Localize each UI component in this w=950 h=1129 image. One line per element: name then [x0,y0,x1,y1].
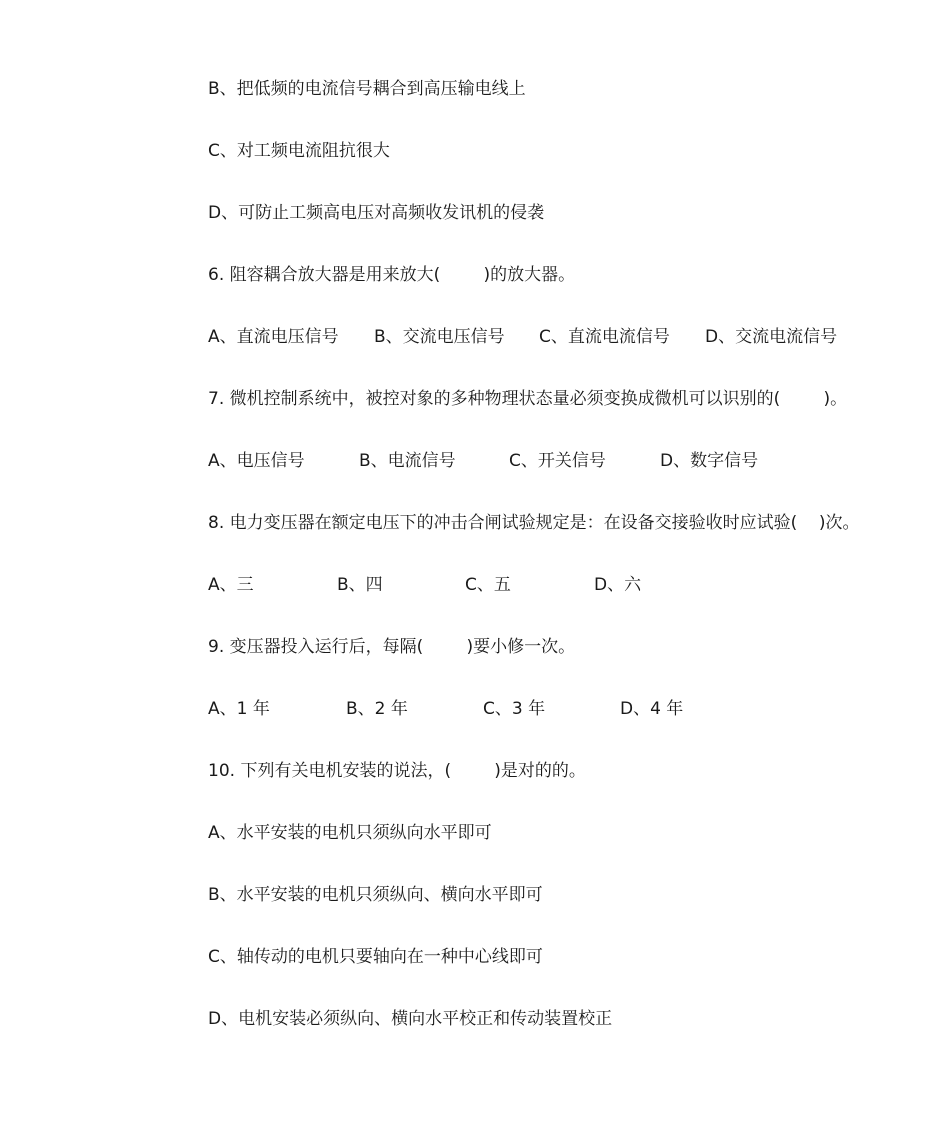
question-9: 9. 变压器投入运行后，每隔( )要小修一次。 [208,637,576,657]
q7-option-c: C、开关信号 [509,451,606,471]
q10-option-d: D、电机安装必须纵向、横向水平校正和传动装置校正 [208,1009,613,1029]
q6-option-d: D、交流电流信号 [705,327,838,347]
question-8: 8. 电力变压器在额定电压下的冲击合闸试验规定是：在设备交接验收时应试验( )次。 [208,513,860,533]
q8-option-c: C、五 [465,575,511,595]
q8-option-b: B、四 [337,575,383,595]
q5-option-c: C、对工频电流阻抗很大 [208,141,390,161]
q6-option-c: C、直流电流信号 [539,327,670,347]
question-10: 10. 下列有关电机安装的说法，( )是对的的。 [208,761,586,781]
q7-option-b: B、电流信号 [359,451,456,471]
q8-option-a: A、三 [208,575,254,595]
q7-option-a: A、电压信号 [208,451,305,471]
q8-option-d: D、六 [594,575,642,595]
q9-option-a: A、1 年 [208,699,270,719]
q5-option-b: B、把低频的电流信号耦合到高压输电线上 [208,79,526,99]
q6-option-a: A、直流电压信号 [208,327,339,347]
question-6: 6. 阻容耦合放大器是用来放大( )的放大器。 [208,265,576,285]
q10-option-a: A、水平安装的电机只须纵向水平即可 [208,823,492,843]
q9-option-c: C、3 年 [483,699,546,719]
q7-option-d: D、数字信号 [660,451,759,471]
q5-option-d: D、可防止工频高电压对高频收发讯机的侵袭 [208,203,545,223]
question-7: 7. 微机控制系统中，被控对象的多种物理状态量必须变换成微机可以识别的( )。 [208,389,848,409]
q6-option-b: B、交流电压信号 [374,327,505,347]
q10-option-b: B、水平安装的电机只须纵向、横向水平即可 [208,885,543,905]
q10-option-c: C、轴传动的电机只要轴向在一种中心线即可 [208,947,543,967]
q9-option-d: D、4 年 [620,699,684,719]
q9-option-b: B、2 年 [346,699,408,719]
